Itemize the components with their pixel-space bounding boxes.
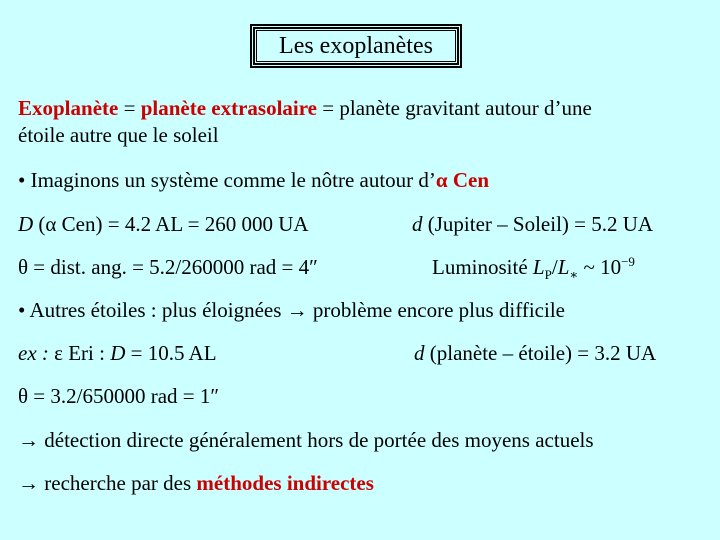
acen-distance bbox=[18, 211, 309, 237]
imagine-prefix: • Imaginons un système comme le nôtre autour d’ bbox=[18, 168, 436, 192]
indirect-methods: méthodes indirectes bbox=[196, 471, 374, 495]
planet-star-var: d bbox=[414, 341, 425, 365]
definition-line-2: étoile autre que le soleil bbox=[18, 123, 219, 147]
planet-star-text: (planète – étoile) = 3.2 UA bbox=[424, 341, 657, 365]
jupiter-distance-text: (Jupiter – Soleil) = 5.2 UA bbox=[422, 212, 654, 236]
luminosity-slash: / bbox=[551, 255, 558, 279]
definition-line-1 bbox=[18, 95, 592, 121]
luminosity-exp: −9 bbox=[621, 254, 635, 269]
jupiter-distance bbox=[412, 211, 653, 237]
alpha-cen: α Cen bbox=[435, 168, 490, 192]
planet-star-distance bbox=[414, 340, 656, 366]
other-stars-line: • Autres étoiles : plus éloignées → problème encore plus difficile bbox=[18, 298, 565, 322]
jupiter-distance-var: d bbox=[412, 212, 423, 236]
research-prefix: → recherche par des bbox=[18, 471, 197, 495]
slide-title-text: Les exoplanètes bbox=[279, 32, 433, 59]
imagine-line bbox=[18, 167, 489, 193]
luminosity-line bbox=[432, 254, 635, 283]
eri-ex: ex : bbox=[18, 341, 49, 365]
slide-title bbox=[250, 24, 462, 68]
equals-1: = bbox=[118, 96, 141, 120]
luminosity-rest: ~ 10 bbox=[578, 255, 622, 279]
luminosity-lp-sub: P bbox=[544, 267, 552, 283]
acen-distance-text: (α Cen) = 4.2 AL = 260 000 UA bbox=[33, 212, 309, 236]
luminosity-lp: L bbox=[532, 255, 545, 279]
research-line bbox=[18, 470, 374, 496]
eri-text1: ε Eri : bbox=[48, 341, 111, 365]
theta-line-1: θ = dist. ang. = 5.2/260000 rad = 4″ bbox=[18, 255, 318, 279]
detection-line: → détection directe généralement hors de portée des moyens actuels bbox=[18, 428, 594, 452]
definition-rest: planète gravitant autour d’une bbox=[339, 96, 592, 120]
eri-text2: = 10.5 AL bbox=[125, 341, 217, 365]
term-planete-extrasolaire: planète extrasolaire bbox=[140, 96, 318, 120]
eri-line bbox=[18, 340, 217, 366]
equals-2: = bbox=[317, 96, 340, 120]
acen-distance-var: D bbox=[18, 212, 34, 236]
luminosity-ls-sub: ∗ bbox=[569, 267, 579, 283]
eri-var: D bbox=[110, 341, 126, 365]
luminosity-prefix: Luminosité bbox=[432, 255, 533, 279]
theta-line-2: θ = 3.2/650000 rad = 1″ bbox=[18, 384, 220, 408]
term-exoplanete: Exoplanète bbox=[18, 96, 119, 120]
luminosity-ls: L bbox=[557, 255, 570, 279]
